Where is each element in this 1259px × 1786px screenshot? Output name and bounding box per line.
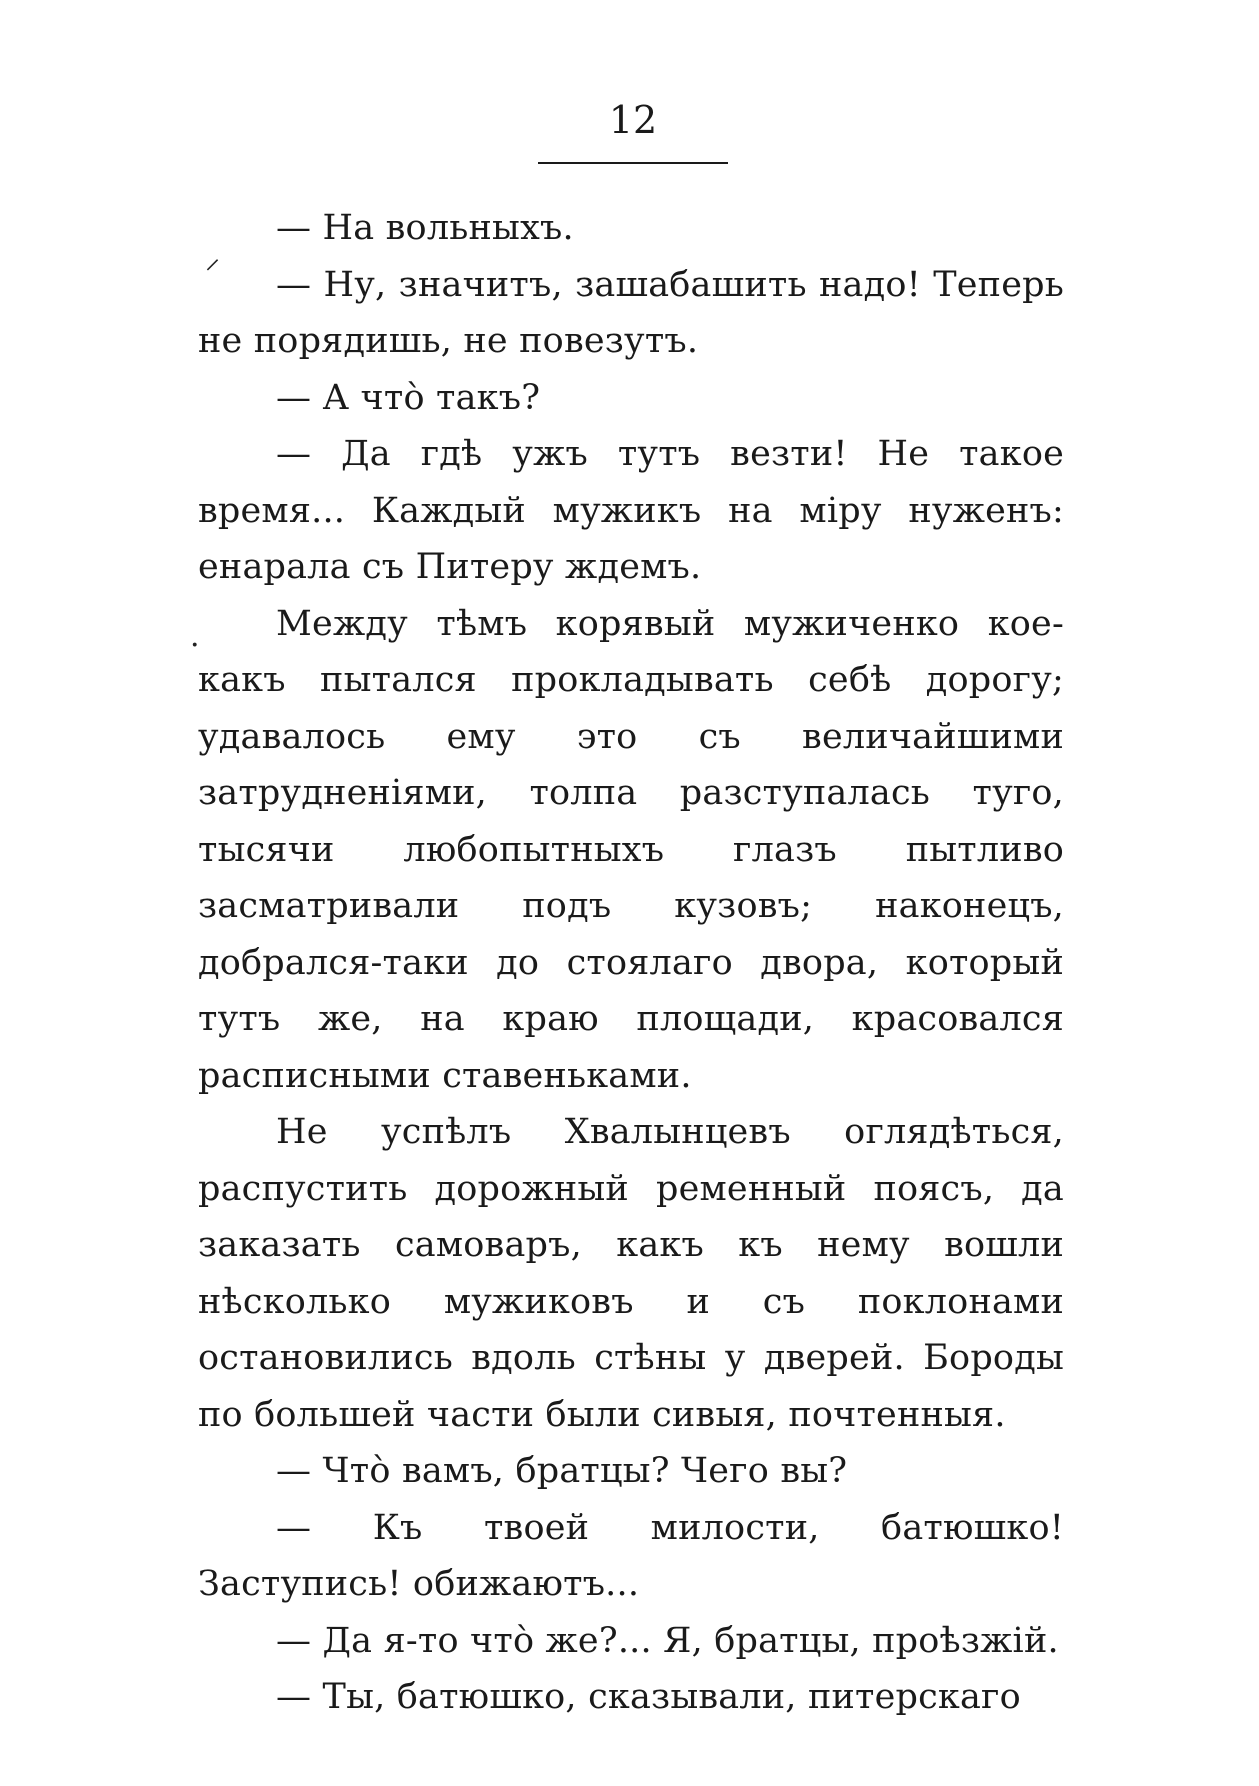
dialogue-line: — Да гдѣ ужъ тутъ везти! Не такое время... Каждый мужикъ на міру нуженъ: енарала съ Питеру ждемъ. bbox=[198, 434, 1064, 587]
dialogue-line: — А что̀ такъ? bbox=[276, 377, 541, 418]
dialogue-line: — Ну, значитъ, зашабашить надо! Теперь не порядишь, не повезутъ. bbox=[198, 264, 1064, 361]
dialogue-line: — Что̀ вамъ, братцы? Чего вы? bbox=[276, 1451, 848, 1491]
stray-ink-dot: · bbox=[190, 628, 200, 663]
page-number: 12 bbox=[608, 98, 658, 142]
dialogue-line: — На вольныхъ. bbox=[276, 208, 574, 248]
dialogue-line: — Ты, батюшко, сказывали, питерскаго bbox=[276, 1677, 1021, 1717]
body-text bbox=[198, 200, 1064, 1726]
narrative-paragraph: Не успѣлъ Хвалынцевъ оглядѣться, распустить дорожный ременный поясъ, да заказать самоваръ, какъ къ нему вошли нѣсколько мужиковъ и съ поклонами остановились вдоль стѣны у дверей. Бороды по большей части были сивыя, почтенныя. bbox=[198, 1112, 1064, 1435]
stray-ink-mark: ⸝ bbox=[205, 241, 220, 276]
dialogue-line: — Къ твоей милости, батюшко! Заступись! обижаютъ... bbox=[198, 1507, 1064, 1604]
page-number-rule bbox=[538, 162, 728, 164]
narrative-paragraph: Между тѣмъ корявый мужиченко кое-какъ пытался прокладывать себѣ дорогу; удавалось ему это съ величайшими затрудненіями, толпа разступалась туго, тысячи любопытныхъ глазъ пытливо засматривали подъ кузовъ; наконецъ, добрался-таки до стоялаго двора, который тутъ же, на краю площади, красовался расписными ставеньками. bbox=[198, 603, 1064, 1096]
dialogue-line: — Да я-то что̀ же?... Я, братцы, проѣзжій. bbox=[276, 1620, 1059, 1661]
